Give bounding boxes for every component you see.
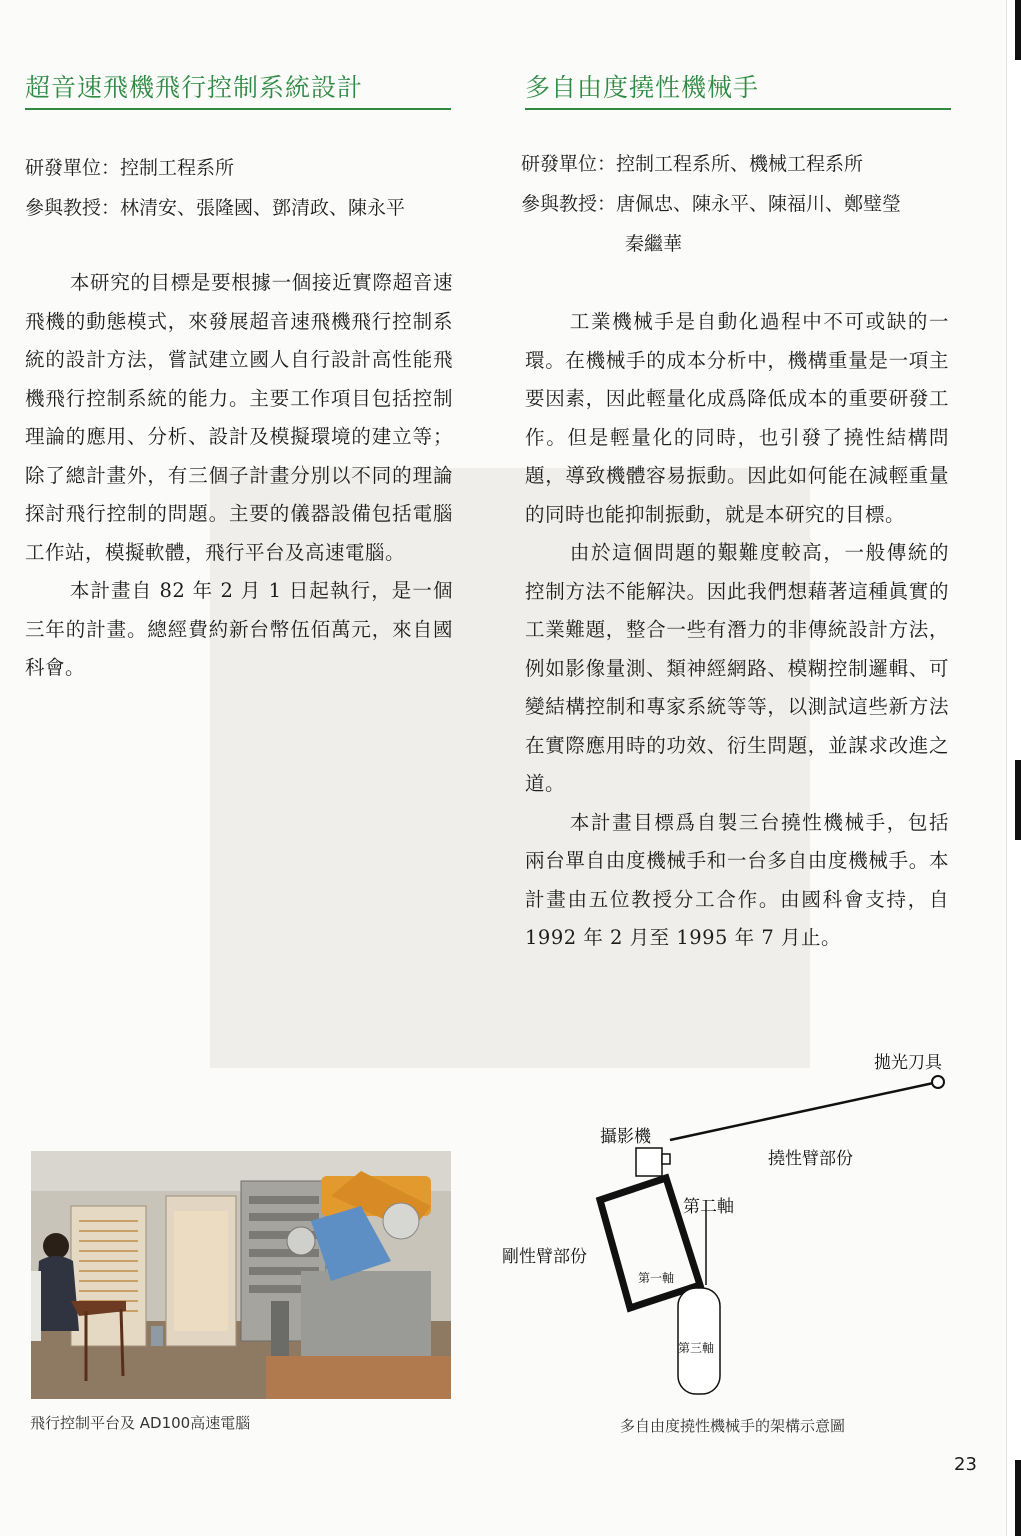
right-paragraph: 由於這個問題的艱難度較高，一般傳統的控制方法不能解決。因此我們想藉著這種眞實的工業難題，整合一些有潛力的非傳統設計方法，例如影像量測、類神經網路、模糊控制邏輯、可變結構控制和專家系統等等，以測試這些新方法在實際應用時的功效、衍生問題，並謀求改進之道。 bbox=[525, 541, 949, 795]
right-paragraph: 工業機械手是自動化過程中不可或缺的一環。在機械手的成本分析中，機構重量是一項主要因素，因此輕量化成爲降低成本的重要研發工作。但是輕量化的同時，也引發了撓性結構問題，導致機體容易振動。因此如何能在減輕重量的同時也能抑制振動，就是本研究的目標。 bbox=[525, 310, 949, 526]
edge-mark bbox=[1015, 0, 1021, 60]
robot-arm-diagram bbox=[490, 1040, 970, 1414]
right-paragraph: 本計畫目標爲自製三台撓性機械手，包括兩台單自由度機械手和一台多自由度機械手。本計畫由五位教授分工合作。由國科會支持，自 1992 年 2 月至 1995 年 7 月止。 bbox=[525, 810, 949, 949]
right-professors: 參與教授：唐佩忠、陳永平、陳福川、鄭璧瑩 bbox=[521, 193, 902, 215]
page-number: 23 bbox=[954, 1454, 977, 1475]
photo-caption: 飛行控制平台及 AD100高速電腦 bbox=[30, 1414, 251, 1432]
edge-mark bbox=[1015, 1460, 1021, 1536]
right-unit: 研發單位：控制工程系所、機械工程系所 bbox=[521, 153, 864, 175]
left-professors: 參與教授：林清安、張隆國、鄧清政、陳永平 bbox=[25, 197, 406, 219]
left-meta bbox=[25, 148, 405, 228]
right-meta bbox=[521, 144, 901, 264]
left-article-title: 超音速飛機飛行控制系統設計 bbox=[25, 68, 451, 110]
flexible-arm-line bbox=[670, 1082, 938, 1140]
right-article-title: 多自由度撓性機械手 bbox=[525, 68, 951, 110]
left-body bbox=[25, 264, 453, 688]
left-paragraph: 本研究的目標是要根據一個接近實際超音速飛機的動態模式，來發展超音速飛機飛行控制系統的設計方法，嘗試建立國人自行設計高性能飛機飛行控制系統的能力。主要工作項目包括控制理論的應用、分析、設計及模擬環境的建立等；除了總計畫外，有三個子計畫分別以不同的理論探討飛行控制的問題。主要的儀器設備包括電腦工作站，模擬軟體，飛行平台及高速電腦。 bbox=[25, 271, 453, 564]
edge-mark bbox=[1015, 760, 1021, 840]
label-axis3: 第三軸 bbox=[678, 1341, 715, 1355]
photo-illustration bbox=[31, 1151, 451, 1399]
label-axis1: 第一軸 bbox=[638, 1271, 675, 1285]
label-polish-tool: 拋光刀具 bbox=[874, 1053, 942, 1073]
right-body bbox=[525, 303, 949, 958]
label-camera: 攝影機 bbox=[600, 1127, 651, 1147]
flight-control-platform-photo bbox=[31, 1151, 451, 1399]
label-flexible-arm: 撓性臂部份 bbox=[768, 1149, 853, 1169]
left-unit: 研發單位：控制工程系所 bbox=[25, 157, 235, 179]
right-professors-cont: 秦繼華 bbox=[625, 233, 683, 255]
camera-box bbox=[636, 1148, 662, 1176]
label-rigid-arm: 剛性臂部份 bbox=[502, 1247, 587, 1267]
polish-tool-tip bbox=[932, 1076, 944, 1088]
left-paragraph: 本計畫自 82 年 2 月 1 日起執行，是一個三年的計畫。總經費約新台幣伍佰萬元，來自國科會。 bbox=[25, 579, 453, 679]
diagram-caption: 多自由度撓性機械手的架構示意圖 bbox=[620, 1417, 846, 1435]
label-axis2: 第二軸 bbox=[683, 1197, 734, 1217]
